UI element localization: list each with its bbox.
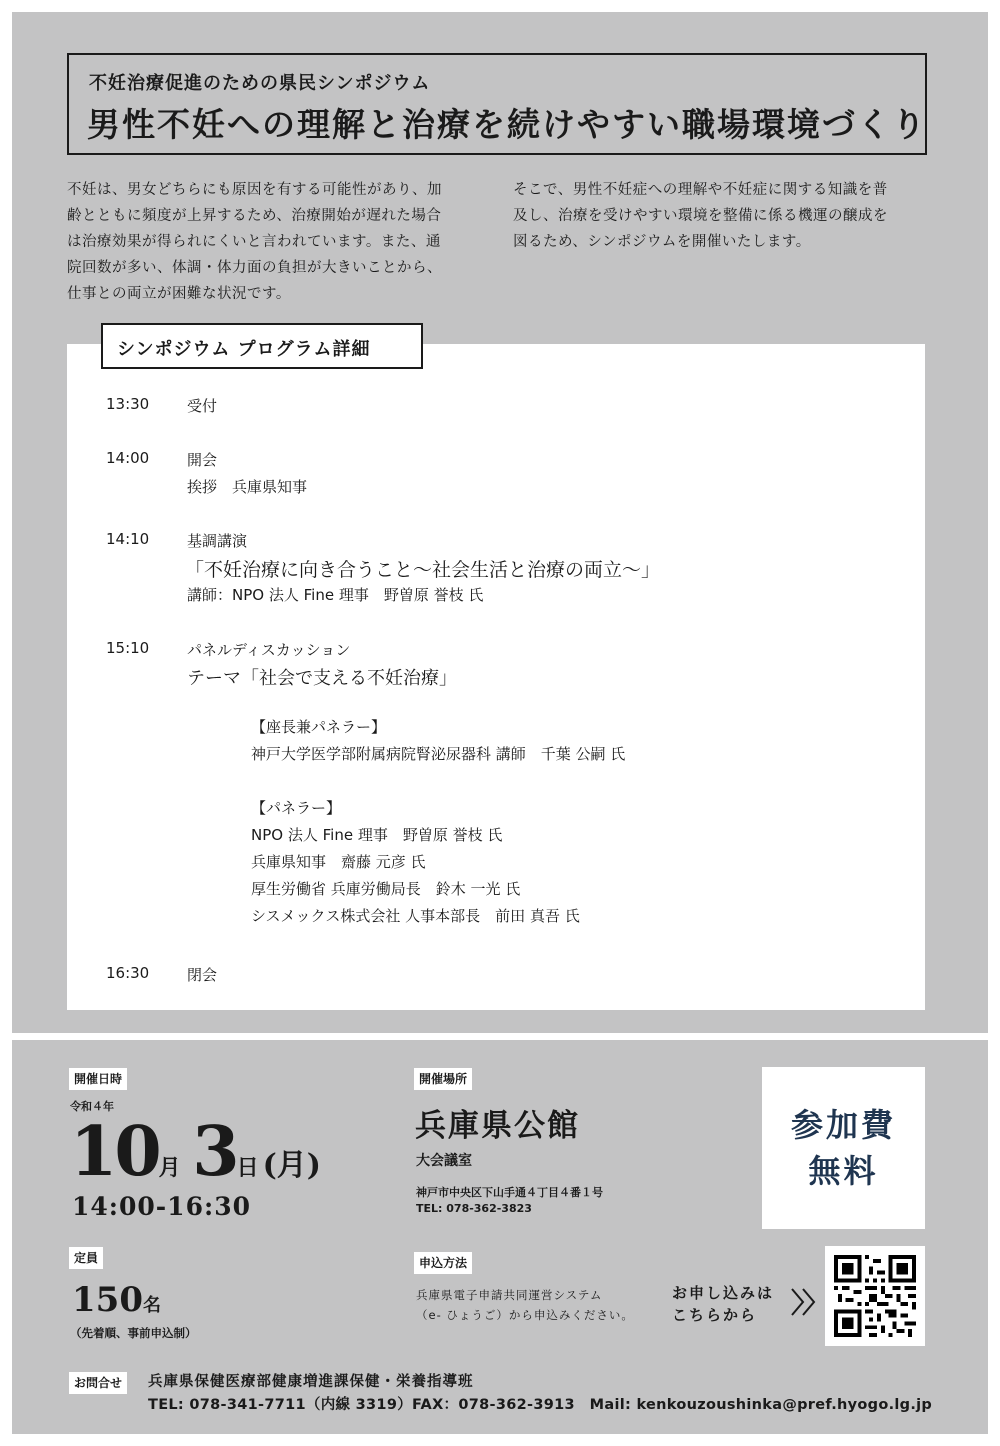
- program-item-opening: 開会: [187, 451, 218, 469]
- apply-label: 申込方法: [414, 1252, 472, 1274]
- program-item-greeting: 挨拶 兵庫県知事: [187, 478, 308, 496]
- fee-box: [762, 1067, 925, 1229]
- capacity-number: 150: [72, 1280, 143, 1320]
- event-subtitle: 不妊治療促進のための県民シンポジウム: [89, 73, 431, 94]
- intro-line: 仕事との両立が困難な状況です。: [67, 286, 291, 302]
- program-time-keynote: 14:10: [106, 530, 150, 548]
- event-date: [70, 1112, 321, 1192]
- venue-address: 神戸市中央区下山手通４丁目４番１号: [416, 1186, 603, 1199]
- chair-heading: 【座長兼パネラー】: [251, 718, 387, 736]
- intro-left-paragraph: [67, 177, 485, 307]
- capacity-label: 定員: [69, 1247, 103, 1269]
- intro-line: 不妊は、男女どちらにも原因を有する可能性があり、加: [67, 182, 442, 198]
- apply-instructions: [416, 1285, 634, 1325]
- panelists-heading: 【パネラー】: [251, 799, 342, 817]
- chair-name: 神戸大学医学部附属病院腎泌尿器科 講師 千葉 公嗣 氏: [251, 745, 626, 763]
- program-time-opening: 14:00: [106, 449, 150, 467]
- venue-name: 兵庫県公館: [415, 1108, 580, 1144]
- fee-value: 無料: [808, 1152, 879, 1190]
- capacity-note: （先着順、事前申込制）: [70, 1326, 197, 1340]
- event-day: 3: [192, 1112, 237, 1192]
- intro-line: 齢とともに頻度が上昇するため、治療開始が遅れた場合: [67, 208, 442, 224]
- program-item-keynote: 基調講演: [187, 532, 248, 550]
- panel-theme: テーマ「社会で支える不妊治療」: [187, 668, 457, 689]
- program-item-closing: 閉会: [187, 966, 218, 984]
- contact-details: TEL: 078-341-7711（内線 3319）FAX：078-362-3913 Mail: kenkouzoushinka@pref.hyogo.lg.jp: [148, 1397, 933, 1413]
- contact-organization: 兵庫県保健医療部健康増進課保健・栄養指導班: [148, 1374, 474, 1390]
- panelist-item: NPO 法人 Fine 理事 野曽原 誉枝 氏: [251, 826, 503, 844]
- venue-tel: TEL: 078-362-3823: [416, 1202, 532, 1215]
- apply-line: 兵庫県電子申請共同運営システム: [416, 1288, 603, 1302]
- intro-right-paragraph: [513, 177, 931, 255]
- qr-code-icon: [834, 1255, 916, 1337]
- program-time-reception: 13:30: [106, 395, 150, 413]
- intro-line: 及し、治療を受けやすい環境を整備に係る機運の醸成を: [513, 208, 888, 224]
- panelist-item: シスメックス株式会社 人事本部長 前田 真吾 氏: [251, 907, 580, 925]
- program-heading: シンポジウム プログラム詳細: [101, 323, 423, 369]
- capacity-unit: 名: [142, 1295, 161, 1316]
- program-item-reception: 受付: [187, 397, 218, 415]
- panelist-item: 厚生労働省 兵庫労働局長 鈴木 一光 氏: [251, 880, 521, 898]
- venue-label: 開催場所: [414, 1068, 472, 1090]
- capacity-value: [72, 1280, 161, 1320]
- intro-line: 院回数が多い、体調・体力面の負担が大きいことから、: [67, 260, 442, 276]
- intro-line: そこで、男性不妊症への理解や不妊症に関する知識を普: [513, 182, 888, 198]
- fee-label: 参加費: [790, 1106, 896, 1144]
- apply-link[interactable]: [672, 1282, 774, 1326]
- chevron-double-right-icon: [789, 1285, 819, 1319]
- keynote-speaker: 講師：NPO 法人 Fine 理事 野曽原 誉枝 氏: [187, 586, 484, 604]
- program-item-panel: パネルディスカッション: [187, 641, 351, 659]
- apply-cta-line: こちらから: [672, 1306, 758, 1324]
- intro-line: 図るため、シンポジウムを開催いたします。: [513, 234, 811, 250]
- date-label: 開催日時: [69, 1068, 127, 1090]
- era-year: 令和４年: [70, 1100, 114, 1113]
- venue-room: 大会議室: [416, 1153, 472, 1169]
- program-time-panel: 15:10: [106, 639, 150, 657]
- event-weekday: (月): [262, 1148, 321, 1183]
- contact-label: お問合せ: [69, 1372, 127, 1394]
- event-month: 10: [70, 1112, 159, 1192]
- qr-code[interactable]: [825, 1246, 925, 1346]
- event-time-range: 14:00-16:30: [72, 1192, 251, 1221]
- panelist-item: 兵庫県知事 齋藤 元彦 氏: [251, 853, 426, 871]
- apply-cta-line: お申し込みは: [672, 1284, 775, 1302]
- event-title: 男性不妊への理解と治療を続けやすい職場環境づくり: [87, 105, 927, 144]
- day-unit: 日: [236, 1155, 259, 1181]
- program-time-closing: 16:30: [106, 964, 150, 982]
- month-unit: 月: [158, 1155, 181, 1181]
- title-box: [67, 53, 927, 155]
- keynote-title: 「不妊治療に向き合うこと～社会生活と治療の両立～」: [185, 559, 661, 581]
- intro-line: は治療効果が得られにくいと言われています。また、通: [67, 234, 441, 250]
- apply-line: （e- ひょうご）から申込みください。: [416, 1308, 634, 1322]
